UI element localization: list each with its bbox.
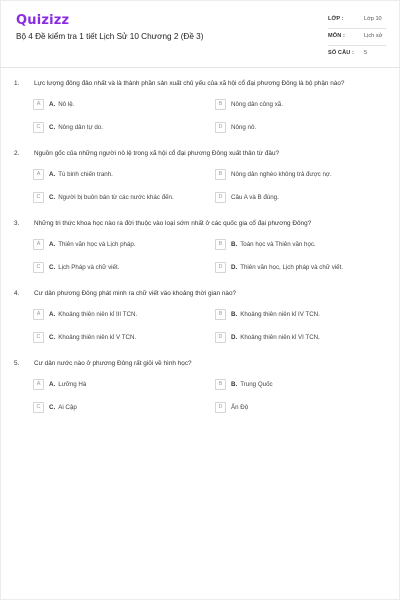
question-text: Nguồn gốc của những người nô lệ trong xã hội cổ đại phương Đông xuất thân từ đâu? [34,150,280,157]
meta-row-subject [328,30,386,46]
meta-label: SỐ CÂU : [328,50,354,56]
option-label: C. [49,334,56,341]
option-letter-box: C [33,332,44,343]
question-text: Cư dân phương Đông phát minh ra chữ viết vào khoảng thời gian nào? [34,290,237,297]
option-letter-box: B [215,239,226,250]
question-text: Cư dân nước nào ở phương Đông rất giỏi về hình học? [34,360,192,367]
option-letter-box: B [215,169,226,180]
option-text: Khoảng thiên niên kỉ VI TCN. [240,334,320,341]
question-3 [0,217,400,287]
option-text: Nô lệ. [58,101,75,108]
option-letter-box: C [33,192,44,203]
worksheet-header [0,0,400,64]
option-letter-box: D [215,262,226,273]
option-letter-box: C [33,122,44,133]
option-label: B. [231,381,238,388]
meta-row-class [328,13,386,29]
option-label: B. [231,241,238,248]
option-text: Nông dân công xã. [231,101,283,108]
option-letter-box: D [215,122,226,133]
option-label: B. [231,311,238,318]
option-label: D. [231,264,238,271]
meta-value: Lớp 10 [364,16,382,22]
option-letter-box: A [33,239,44,250]
option-label: C. [49,124,56,131]
header-divider [0,67,400,68]
option-label: A. [49,381,56,388]
option-letter-box: C [33,262,44,273]
option-letter-box: D [215,402,226,413]
option-label: A. [49,311,56,318]
option-text: Ai Cập [58,404,77,411]
question-4 [0,287,400,357]
option-text: Nông nô. [231,124,257,131]
question-number: 4. [14,290,20,297]
meta-value: Lịch sử [364,33,383,39]
option-letter-box: B [215,99,226,110]
option-label: C. [49,404,56,411]
option-label: A. [49,241,56,248]
meta-label: MÔN : [328,33,345,39]
option-label: C. [49,194,56,201]
option-letter-box: C [33,402,44,413]
option-text: Người bị buôn bán từ các nước khác đến. [58,194,174,201]
question-5 [0,357,400,427]
option-letter-box: D [215,192,226,203]
meta-value: 5 [364,50,368,56]
option-text: Trung Quốc [240,381,273,388]
option-letter-box: D [215,332,226,343]
question-number: 2. [14,150,20,157]
option-text: Ấn Độ [231,404,249,411]
option-letter-box: A [33,99,44,110]
question-number: 3. [14,220,20,227]
option-text: Thiên văn học và Lịch pháp. [58,241,136,248]
worksheet-title: Bộ 4 Đề kiểm tra 1 tiết Lịch Sử 10 Chương 2 (Đề 3) [16,32,204,41]
option-text: Khoảng thiên niên kỉ III TCN. [58,311,138,318]
option-label: A. [49,101,56,108]
meta-label: LỚP : [328,16,344,22]
option-text: Nông dân tự do. [58,124,103,131]
option-letter-box: A [33,379,44,390]
option-letter-box: B [215,379,226,390]
question-text: Những tri thức khoa học nào ra đời thuộc vào loại sớm nhất ở các quốc gia cổ đại phương Đông? [34,220,312,227]
option-label: C. [49,264,56,271]
option-text: Nông dân nghèo không trả được nợ. [231,171,332,178]
option-text: Khoảng thiên niên kỉ V TCN. [58,334,137,341]
option-text: Lịch Pháp và chữ viết. [58,264,120,271]
option-letter-box: A [33,309,44,320]
option-text: Thiên văn học, Lịch pháp và chữ viết. [240,264,344,271]
option-label: A. [49,171,56,178]
option-text: Tù binh chiến tranh. [58,171,113,178]
worksheet-meta [328,13,386,63]
question-number: 5. [14,360,20,367]
quizizz-logo: Quizizz [16,13,70,28]
option-text: Lưỡng Hà [58,381,87,388]
question-1 [0,77,400,147]
question-number: 1. [14,80,20,87]
meta-row-question-count [328,47,386,62]
question-2 [0,147,400,217]
option-text: Câu A và B đúng. [231,194,279,201]
option-label: D. [231,334,238,341]
option-text: Toán học và Thiên văn học. [240,241,316,248]
option-text: Khoảng thiên niên kỉ IV TCN. [240,311,320,318]
question-list [0,77,400,427]
option-letter-box: B [215,309,226,320]
question-text: Lực lượng đông đảo nhất và là thành phần sản xuất chủ yếu của xã hội cổ đại phương Đông là bộ phận nào? [34,80,345,87]
option-letter-box: A [33,169,44,180]
